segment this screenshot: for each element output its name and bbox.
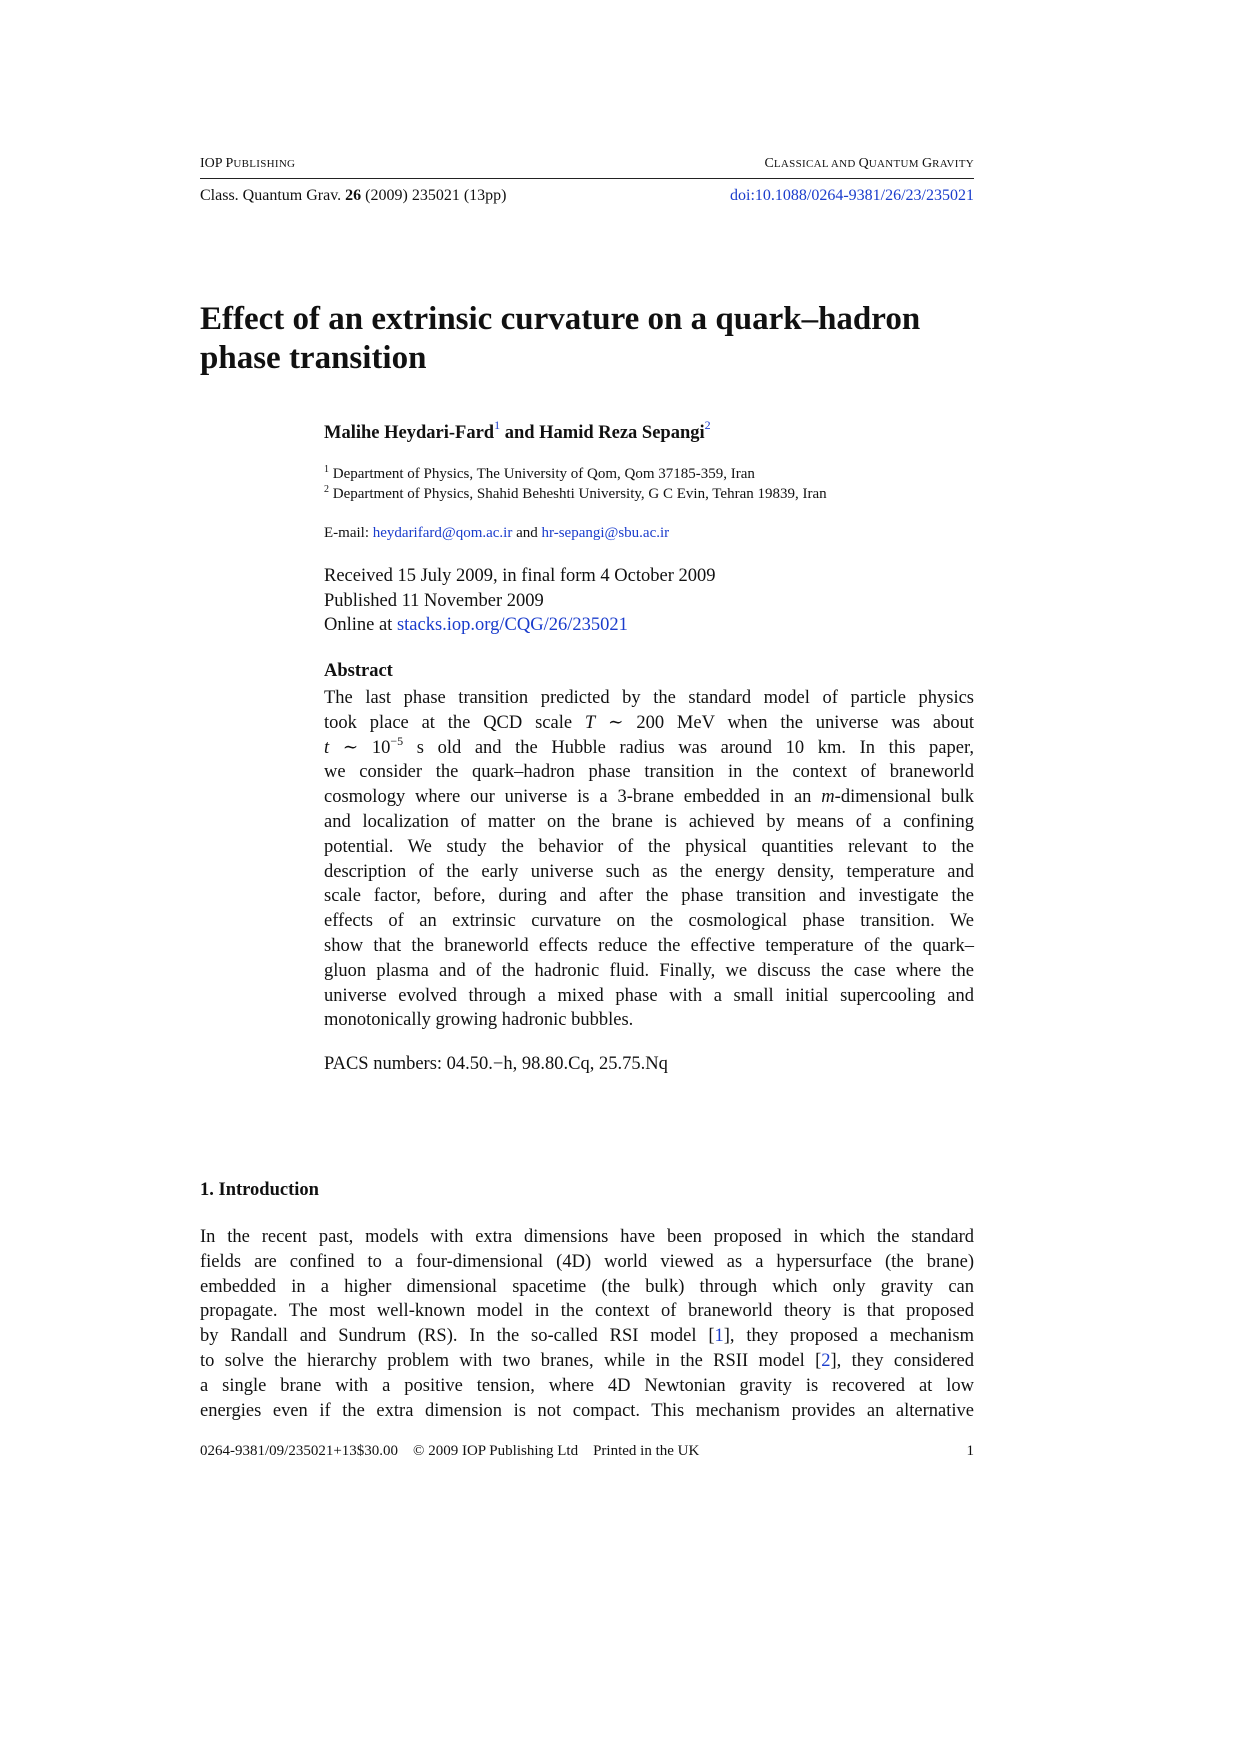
section-heading: 1. Introduction (200, 1180, 319, 1200)
author-conjunction: and (500, 423, 540, 443)
email-joiner: and (512, 525, 542, 541)
journal-name-part: Q (858, 156, 869, 171)
abstract-line (324, 733, 974, 761)
received-date: Received 15 July 2009, in final form 4 October 2009 (324, 566, 716, 586)
abstract-line: monotonically growing hadronic bubbles. (324, 1010, 634, 1031)
journal-name-part: LASSICAL AND (773, 158, 859, 170)
abstract-text: ∼ 200 MeV when the universe was about (595, 712, 974, 733)
math-exponent: −5 (390, 733, 404, 748)
header-rule (200, 178, 974, 179)
title-line-1: Effect of an extrinsic curvature on a quark–hadron (200, 301, 921, 337)
published-date: Published 11 November 2009 (324, 591, 544, 611)
abstract-line (324, 711, 974, 736)
journal-name (765, 154, 974, 172)
reference-link-1[interactable]: 1 (714, 1326, 724, 1347)
email-label: E-mail: (324, 525, 373, 541)
body-line: embedded in a higher dimensional spacetime (the bulk) through which only gravity can (200, 1276, 974, 1297)
citation (200, 187, 506, 205)
citation-volume: 26 (345, 187, 362, 204)
abstract-line: universe evolved through a mixed phase with a small initial supercooling and (324, 985, 974, 1006)
body-text: ], they considered (830, 1350, 974, 1371)
abstract-line: and localization of matter on the brane is achieved by means of a confining (324, 811, 974, 832)
affiliation-1 (324, 464, 755, 483)
abstract-line: The last phase transition predicted by the standard model of particle physics (324, 688, 974, 708)
title-line-2: phase transition (200, 340, 427, 376)
publisher-name (200, 154, 295, 172)
citation-suffix: (2009) 235021 (13pp) (361, 187, 507, 204)
abstract-line: description of the early universe such as the energy density, temperature and (324, 861, 974, 882)
abstract-text: cosmology where our universe is a 3-brane embedded in an (324, 787, 822, 808)
abstract-body (324, 686, 974, 1033)
affiliation-1-text: Department of Physics, The University of Qom, Qom 37185-359, Iran (329, 466, 755, 482)
journal-name-part: RAVITY (932, 158, 974, 170)
abstract-text: s old and the Hubble radius was around 10 km. In this paper, (403, 737, 974, 758)
online-link[interactable]: stacks.iop.org/CQG/26/235021 (396, 615, 628, 635)
body-line (200, 1324, 974, 1349)
body-text: to solve the hierarchy problem with two branes, while in the RSII model [ (200, 1350, 822, 1371)
body-line (200, 1349, 974, 1374)
reference-link-2[interactable]: 2 (821, 1350, 831, 1371)
author-1-affiliation-mark[interactable]: 1 (494, 418, 501, 432)
abstract-text: ∼ 10 (329, 737, 391, 758)
author-2: Hamid Reza Sepangi (539, 423, 705, 443)
abstract-line: show that the braneworld effects reduce the effective temperature of the quark– (324, 935, 974, 956)
authors (324, 418, 711, 444)
footer-printed: Printed in the UK (593, 1443, 700, 1459)
doi-link[interactable]: doi:10.1088/0264-9381/26/23/235021 (730, 187, 974, 204)
abstract-line: we consider the quark–hadron phase transition in the context of braneworld (324, 762, 974, 783)
journal-name-part: G (921, 156, 933, 171)
footer-info (200, 1443, 699, 1460)
online-line (324, 615, 628, 636)
body-line: In the recent past, models with extra dimensions have been proposed in which the standard (200, 1227, 974, 1247)
author-1: Malihe Heydari-Fard (324, 423, 495, 443)
abstract-line: effects of an extrinsic curvature on the cosmological phase transition. We (324, 911, 974, 932)
journal-name-part: C (764, 156, 774, 171)
journal-name-part: UANTUM (868, 158, 922, 170)
abstract-text: -dimensional bulk (834, 787, 975, 808)
affiliation-2-text: Department of Physics, Shahid Beheshti University, G C Evin, Tehran 19839, Iran (329, 486, 827, 502)
pacs-numbers: PACS numbers: 04.50.−h, 98.80.Cq, 25.75.Nq (324, 1054, 668, 1074)
footer-copyright: © 2009 IOP Publishing Ltd (413, 1443, 579, 1459)
author-2-affiliation-mark[interactable]: 2 (704, 418, 711, 432)
body-line: fields are confined to a four-dimensional (4D) world viewed as a hypersurface (the brane) (200, 1251, 974, 1272)
body-text: by Randall and Sundrum (RS). In the so-called RSI model [ (200, 1326, 715, 1347)
body-line: energies even if the extra dimension is not compact. This mechanism provides an alternative (200, 1400, 974, 1421)
section-body (200, 1225, 974, 1423)
abstract-line: gluon plasma and of the hadronic fluid. Finally, we discuss the case where the (324, 960, 974, 981)
abstract-line (324, 785, 974, 810)
paper-title (200, 300, 974, 378)
page-number: 1 (966, 1443, 974, 1459)
email-line (324, 525, 669, 542)
email-link-2[interactable]: hr-sepangi@sbu.ac.ir (541, 525, 670, 541)
math-symbol: T (584, 712, 596, 733)
abstract-text: took place at the QCD scale (324, 712, 585, 733)
abstract-line: potential. We study the behavior of the physical quantities relevant to the (324, 836, 974, 857)
affiliation-1-mark: 1 (324, 464, 329, 475)
abstract-heading: Abstract (324, 661, 393, 681)
math-symbol: m (821, 787, 835, 808)
publisher-rest: UBLISHING (233, 158, 296, 170)
body-text: ], they proposed a mechanism (723, 1326, 974, 1347)
online-label: Online at (324, 615, 397, 635)
affiliation-2 (324, 484, 827, 503)
email-link-1[interactable]: heydarifard@qom.ac.ir (372, 525, 513, 541)
affiliation-2-mark: 2 (324, 484, 329, 495)
body-line: propagate. The most well-known model in the context of braneworld theory is that proposed (200, 1301, 974, 1322)
body-line: a single brane with a positive tension, where 4D Newtonian gravity is recovered at low (200, 1375, 974, 1396)
abstract-line: scale factor, before, during and after the phase transition and investigate the (324, 886, 974, 907)
publisher-initial: IOP P (200, 156, 234, 171)
math-symbol: t (324, 737, 330, 758)
footer-code: 0264-9381/09/235021+13$30.00 (200, 1443, 399, 1459)
citation-prefix: Class. Quantum Grav. (200, 187, 346, 204)
